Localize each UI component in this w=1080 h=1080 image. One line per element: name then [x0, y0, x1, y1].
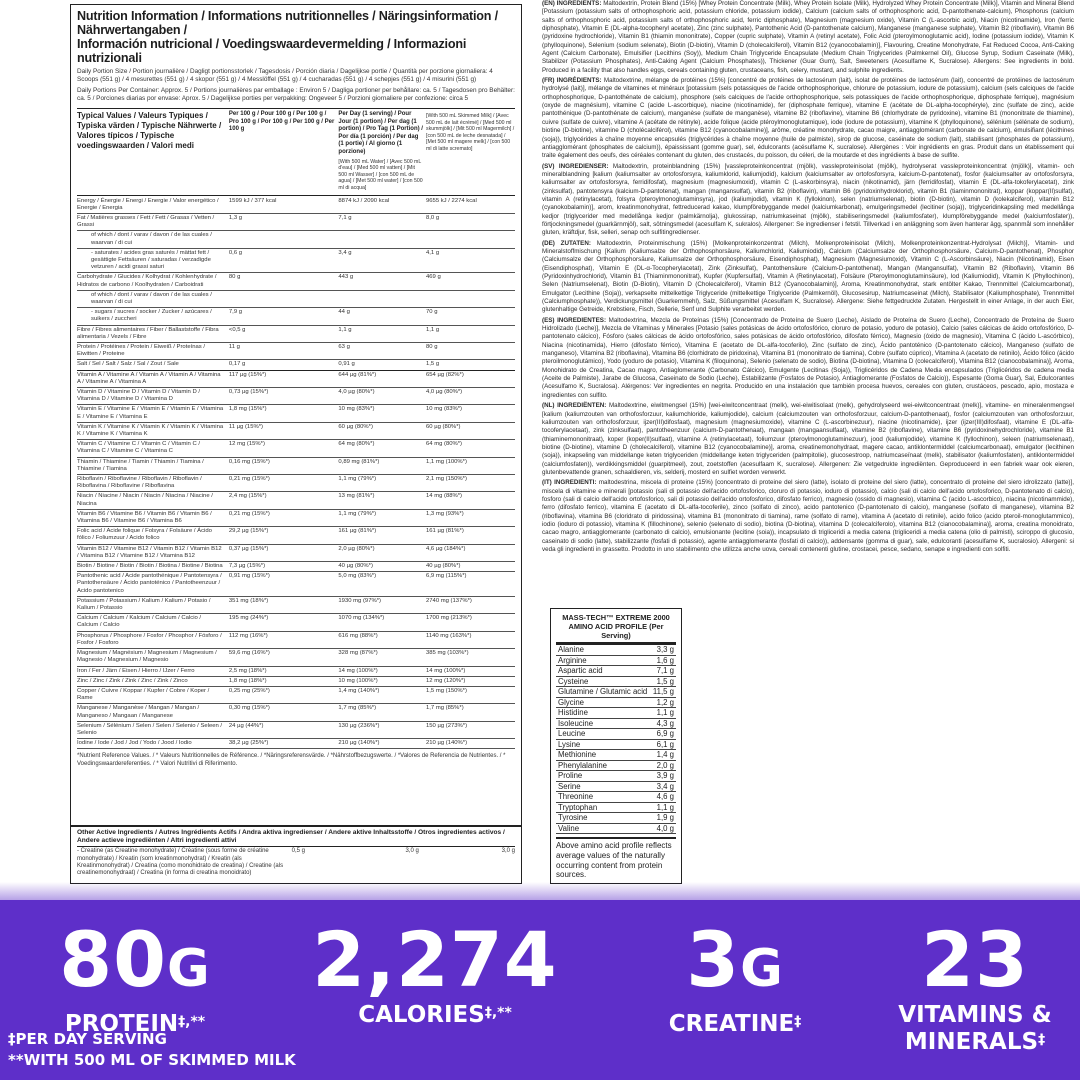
value-with-milk: 8,0 g: [426, 214, 440, 221]
nutrient-label: Magnesium / Magnésium / Magnesium / Magnesium / Magnesio / Magnesium / Magnesio: [77, 650, 217, 664]
value-with-milk: 64 mg (80%*): [426, 441, 463, 448]
value-per-100g: 0,30 mg (15%*): [228, 705, 270, 712]
value-per-100g: 117 µg (15%*): [228, 371, 267, 378]
nutrition-row: [77, 458, 515, 475]
calories-mark: ‡,**: [484, 1005, 512, 1021]
ingredients-language-label: (NL) INGREDIËNTEN:: [542, 402, 607, 410]
value-per-day: 60 µg (80%*): [338, 423, 373, 430]
portions-per-container-text: Daily Portions Per Container: Approx. 5 / Portions journalières par emballage : Environ 5 / Dagliga portioner per behållare: ca. 5 / Tagesdosen pro Behälter: ca. 5 / Porciones diarias por envase: Aprox. 5 / Dagelijkse porties per verpakking: Ongeveer 5 / Porzioni giornaliere per confezione: circa 5: [77, 87, 515, 102]
nutrient-label: Carbohydrate / Glucides / Kolhydrat / Kohlenhydrate / Hidratos de carbono / Koolhydraten / Carboidrati: [77, 274, 217, 288]
nutrition-row: [77, 197, 515, 214]
highlights-banner: [0, 900, 1080, 1080]
ingredients-paragraph: [542, 402, 1074, 477]
amino-value: 1,1 g: [656, 802, 674, 812]
value-per-100g: 195 mg (24%*): [228, 615, 269, 622]
value-per-day: [335, 231, 423, 247]
ingredients-language-label: (EN) INGREDIENTS:: [542, 0, 602, 7]
nutrition-panel: [70, 4, 522, 826]
amino-name: Aspartic acid: [558, 666, 603, 675]
nutrient-label: Selenium / Sélénium / Selen / Selen / Selenio / Seleen / Selenio: [77, 722, 223, 736]
allergen-note: Allergènes : Voir ingrédients en gras. Produit dans un établissement qui traite également des oeufs, des céréales contenant du gluten, des crustacés, du poisson, du céleri, de la moutarde et des ingrédients à base de sulfite.: [542, 143, 1074, 160]
creatine-with-milk: 3,0 g: [501, 848, 515, 855]
nutrition-row: [77, 704, 515, 721]
creatine-stat: [640, 915, 830, 1038]
header-with-milk: [With 500 mL Skimmed Milk] / [Avec 500 mL de lait écrémé] / [Med 500 ml skummjölk] / [Mit 500 ml Magermilch] / [con 500 mL de leche desnatada] / [Met 500 ml magere melk] / [con 500 ml di latte scremato]: [426, 113, 515, 152]
nutrient-label: Thiamin / Thiamine / Tiamin / Thiamin / Tiamina / Thiamine / Tiamina: [77, 458, 204, 472]
nutrition-row: [77, 273, 515, 290]
creatine-mark: ‡: [794, 1014, 802, 1030]
value-with-milk: 1,5 g: [426, 361, 440, 368]
value-with-milk: 60 µg (80%*): [426, 423, 461, 430]
nutrient-label: Biotin / Biotine / Biotin / Biotin / Biotina / Biotine / Biotina: [77, 563, 223, 570]
nutrition-row: [77, 388, 515, 405]
nutrient-label: Fibre / Fibres alimentaires / Fiber / Ballaststoffe / Fibra alimentaria / Vezels / Fibre: [77, 326, 219, 340]
creatine-per-100g: 0,5 g: [291, 848, 305, 855]
amino-value: 1,1 g: [656, 708, 674, 717]
nutrition-row: [77, 597, 515, 614]
value-per-100g: 1599 kJ / 377 kcal: [228, 197, 277, 204]
ingredients-paragraph: [542, 163, 1074, 238]
value-per-100g: [226, 291, 336, 307]
amino-row: [556, 792, 676, 803]
amino-value: 6,1 g: [656, 739, 674, 749]
nutrient-label: Riboflavin / Riboflavine / Riboflavin / Riboflavin / Riboflavina / Riboflavine / Riboflavina: [77, 476, 202, 490]
value-per-100g: 1,3 g: [228, 214, 243, 221]
ingredients-language-label: (DE) ZUTATEN:: [542, 239, 591, 247]
nutrition-row: [77, 214, 515, 231]
nutrition-row: [77, 371, 515, 388]
value-with-milk: 150 µg (273%*): [426, 722, 468, 729]
amino-row: [556, 729, 676, 740]
minerals-label: MINERALS: [904, 1029, 1039, 1055]
ingredients-list: Maltodextrine, eiwitmengsel (15%) [wei-eiwitconcentraat (melk), wei-eiwitisolaat (melk), gehydrolyseerd wei-eiwitconcentraat (melk)], vitamine- en mineralenmengsel [kalium (kaliumzouten van orthofosforzuur, kaliumchloride, kaliumjodide), calcium (calciumzouten van orthofosforzuur, calcium-D-pantothenaat), fosfor (calciumzouten van orthofosforzuur, kaliumzouten van orthofosforzuur, ijzer(III)difosfaat), magnesium (magnesiumoxide), vitamine C (L-ascorbinezuur), niacine (nicotinamide), ijzer (ijzer(III)difosfaat), vitamine E (DL-alfa-tocoferylacetaat), zink (zinksulfaat), pantotheenzuur (calcium-D-pantothenaat), mangaan (mangaansulfaat), vitamine B2 (riboflavine), vitamine B6 (pyridoxinehydrochloride), vitamine B1 (thiaminemononitraat), koper (koper(II)sulfaat), vitamine A (retinylacetaat), foliumzuur (pteroylmonoglutaminezuur), jood (kaliumjodide), vitamine K (fyllochinon), seleen (natriumselenaat), biotine (D-biotine), vitamine D (cholecalciferol), vitamine B12 (cyanocobalamine)], aroma, creatinemonohydraat, magere cacao, antiklontermiddel (calciumcarbonaat), emulgator (lecithinen (soja)), inkapseling van middellange keten triglyceriden (middellange keten triglyceriden (palmpitolie), glucosestroop, natriumcaseïnaat (melk), stabilisator (kaliumfosfaten), antiklontermiddel (calciumfosfaten)), verdikkingsmiddel (guarpitmeel), zout, zoetstoffen (acesulfaam K, sucralose).: [542, 402, 1074, 468]
value-per-day: 1,1 mg (79%*): [338, 510, 377, 517]
nutrition-row: [77, 475, 515, 492]
nutrient-label: Calcium / Calcium / Kalcium / Calcium / Calcio / Calcium / Calcio: [77, 615, 202, 629]
amino-value: 1,4 g: [656, 750, 674, 759]
nutrient-label: - sugars / sucres / socker / Zucker / azúcares / suikers / zuccheri: [91, 309, 212, 323]
value-per-day: 1,4 mg (140%*): [338, 687, 380, 694]
nutrient-label: Fat / Matières grasses / Fett / Fett / Grasas / Vetten / Grassi: [77, 214, 215, 229]
nutrient-label: of which / dont / varav / davon / de las cuales / waarvan / di cui: [91, 291, 212, 305]
vitamins-mark: ‡: [1038, 1032, 1046, 1048]
value-per-day: 64 mg (80%*): [338, 441, 375, 448]
nutrient-label: Zinc / Zinc / Zink / Zink / Zinc / Zink / Zinco: [77, 677, 188, 684]
value-per-day: 10 mg (83%*): [338, 406, 375, 413]
value-with-milk: 1700 mg (213%*): [426, 615, 472, 622]
nutrition-row: [77, 510, 515, 527]
allergen-note: Allergens: See ingredients in bold. Produced in a facility that also handles eggs, cereals containing gluten, crustaceans, fish, celery, mustard, and sulphite ingredients.: [542, 58, 1074, 74]
amino-row: [556, 750, 676, 761]
amino-name: Arginine: [558, 655, 587, 665]
value-per-day: 1070 mg (134%*): [338, 615, 385, 622]
nutrition-row: [77, 231, 515, 248]
nutrient-label: Manganese / Manganèse / Mangan / Mangan / Manganeso / Mangaan / Manganese: [77, 705, 200, 719]
amino-value: 4,0 g: [656, 823, 674, 833]
value-with-milk: [423, 231, 515, 247]
creatine-stat-label: CREATINE: [668, 1011, 795, 1037]
nutrient-label: Energy / Énergie / Energi / Energie / Valor energético / Energie / Energia: [77, 197, 219, 211]
value-per-day: 63 g: [338, 343, 350, 350]
nutrient-label: Vitamin K / Vitamine K / Vitamin K / Vitamin K / Vitamina K / Vitamine K / Vitamina K: [77, 423, 224, 438]
amino-name: Valine: [558, 823, 580, 833]
amino-name: Proline: [558, 771, 583, 780]
amino-value: 3,9 g: [656, 771, 674, 780]
allergen-note: Alérgenos: Ver ingredientes en negrita. Producido en una instalación que también procesa huevos, cereales con gluten, crustáceos, pescado, apio, mostaza e ingredientes con sulfito.: [542, 383, 1074, 399]
nutrient-label: - saturates / acides gras saturés / mättat fett / gesättigte Fettsäuren / saturadas / verzadigde vetzuren / acidi grassi saturi: [91, 249, 211, 271]
other-ingredients-panel: [70, 826, 522, 884]
value-per-100g: 0,21 mg (15%*): [228, 510, 270, 517]
value-per-day: 2,0 µg (80%*): [338, 545, 375, 552]
amino-row: [556, 824, 676, 835]
nutrition-row: [77, 667, 515, 677]
value-with-milk: 1,3 mg (93%*): [426, 510, 464, 517]
nutrient-label: Copper / Cuivre / Koppar / Kupfer / Cobre / Koper / Rame: [77, 687, 210, 702]
ingredients-language-label: (ES) INGREDIENTES:: [542, 316, 607, 324]
per-day-note: ‡PER DAY SERVING: [8, 1030, 167, 1048]
creatine-per-day: 3,0 g: [405, 848, 419, 855]
value-with-milk: 6,9 mg (115%*): [426, 573, 467, 580]
nutrient-label: Pantothenic acid / Acide pantothénique / Pantotensyra / Pantothensäure / Ácido pantoténico / Pantotheenzuur / Acido pantotenico: [77, 573, 222, 594]
value-per-100g: 11 µg (15%*): [228, 423, 263, 430]
value-with-milk: 70 g: [426, 309, 438, 316]
value-per-day: 1930 mg (97%*): [338, 597, 381, 604]
amino-name: Glycine: [558, 697, 584, 707]
value-with-milk: 654 µg (82%*): [426, 371, 464, 378]
value-per-day: 616 mg (88%*): [338, 632, 378, 639]
amino-name: Cysteine: [558, 676, 589, 686]
value-per-day: 328 mg (87%*): [338, 650, 378, 657]
ingredients-language-label: (FR) INGRÉDIENTS:: [542, 77, 602, 85]
allergen-note: Allergeni: si veda gli ingredienti in grassetto. Prodotto in uno stabilimento che utilizza anche uova, cereali contenenti glutine, crostacei, pesce, sedano, senape e ingredienti con solfiti.: [542, 537, 1074, 553]
ingredients-list: Maltodextrina, Mezcla de Proteínas (15%) [Concentrado de Proteína de Suero (Leche), Aislado de Proteína de Suero (Leche), Concentrado de Proteína de Suero Hidrolizado (Leche)], Mezcla de Vitaminas y Minerales [Potasio (sales potásicas de ácido ortofosfórico, cloruro de potasio, yoduro de potasio), Calcio (sales cálcicas de ácido ortofosfórico, D-pantotenato cálcico), Fósforo (sales cálcicas de ácido ortofosfórico, sales potásicas de ácido ortofosfórico, difosfato férrico), Magnesio (óxido de magnesio), Vitamina C (ácido L-ascórbico), Niacina (nicotinamida), Hierro (difosfato férrico), Vitamina E (acetato de DL-alfa-tocoferilo), Zinc (sulfato de zinc), Ácido pantoténico (D-pantotenato cálcico), Manganeso (sulfato de manganeso), Vitamina B2 (riboflavina), Vitamina B6 (clorhidrato de piridoxina), Vitamina B1 (mononitrato de tiamina), Cobre (sulfato cúprico), Vitamina A (acetato de retinilo), Ácido fólico (ácido pteroilmonoglutámico), Yodo (yoduro de potasio), Vitamina K (filoquinona), Selenio (selenato de sodio), Biotina (D-biotina), Vitamina D (colecalciferol), Vitamina B12 (cianocobalamina)], Aroma, Monohidrato de Creatina, Cacao magro, Antiaglomerante (Carbonato Cálcico), Emulgente (Lecitinas (Soja)), Triglicéridos de Cadena Media encapsulados (Triglicéridos de cadena media (Aceite de Palmiste), Jarabe de Glucosa, Caseinato de Sodio (Leche), Estabilizante (Fosfatos de Potasio), Antiaglomerante (Fosfatos de Calcio)), Espesante (Goma Guar), Sal, Edulcorantes (Acesulfamo K, Sucralosa).: [542, 316, 1074, 391]
amino-row: [556, 782, 676, 793]
nutrition-title-line2: Información nutricional / Voedingswaardevermelding / Informazioni nutrizionali: [77, 37, 467, 65]
nutrient-label: Protein / Protéines / Protein / Eiweiß / Proteínas / Eiwitten / Proteine: [77, 343, 206, 358]
amino-value: 3,3 g: [656, 645, 674, 654]
amino-name: Threonine: [558, 792, 594, 801]
vitamins-value: 23: [921, 915, 1029, 1004]
value-with-milk: 10 mg (83%*): [426, 406, 463, 413]
value-with-milk: 1,5 mg (150%*): [426, 687, 467, 694]
nutrition-row: [77, 739, 515, 749]
amino-name: Isoleucine: [558, 718, 594, 728]
value-per-day: [335, 291, 423, 307]
amino-value: 1,2 g: [656, 697, 674, 707]
nutrient-label: Vitamin B6 / Vitamine B6 / Vitamin B6 / Vitamin B6 / Vitamina B6 / Vitamine B6 / Vitamina B6: [77, 510, 212, 525]
vitamins-label: VITAMINS &: [898, 1002, 1052, 1028]
value-per-100g: 38,2 µg (25%*): [228, 740, 269, 747]
protein-label: PROTEIN: [64, 1011, 179, 1037]
header-per-day: Per Day (1 serving) / Pour Jour (1 portion) / Per dag (1 portion) / Pro Tag (1 Portion) / Por día (1 porción) / Per dag (1 portie) / Al giorno (1 porzione) [With 500 mL Water] / [Avec 500 mL d'eau] / [Med 500 ml vatten] / [Mit 500 ml Wasser] / [con 500 mL de agua] / [Met 500 ml water] / [con 500 ml di acqua]: [338, 111, 423, 191]
value-per-day: 7,1 g: [338, 214, 352, 221]
value-per-100g: 59,6 mg (16%*): [228, 650, 270, 657]
value-with-milk: 210 µg (140%*): [426, 740, 468, 747]
amino-row: [556, 740, 676, 751]
protein-mark: ‡,**: [178, 1014, 206, 1030]
nutrition-row: [77, 326, 515, 343]
amino-value: 1,9 g: [656, 813, 674, 822]
value-per-100g: 29,2 µg (15%*): [228, 528, 269, 535]
ingredients-paragraph: [542, 0, 1074, 75]
value-per-day: 210 µg (140%*): [338, 740, 380, 747]
value-per-100g: 1,8 mg (15%*): [228, 406, 267, 413]
creatine-row: [77, 846, 515, 878]
value-per-day: 13 mg (81%*): [338, 493, 375, 500]
protein-stat: [20, 915, 250, 1038]
value-with-milk: 9655 kJ / 2274 kcal: [426, 197, 477, 204]
calories-label: CALORIES: [358, 1002, 485, 1028]
value-per-100g: 12 mg (15%*): [228, 441, 265, 448]
nutrient-label: Phosphorus / Phosphore / Fosfor / Phosphor / Fósforo / Fosfor / Fosforo: [77, 632, 222, 646]
value-with-milk: 469 g: [426, 274, 441, 281]
creatine-value: 3: [686, 915, 741, 1004]
value-per-100g: 7,3 µg (15%*): [228, 563, 266, 570]
value-with-milk: 1140 mg (163%*): [426, 632, 472, 639]
nutrient-label: Iodine / Iode / Jod / Jod / Yodo / Jood / Iodio: [77, 740, 192, 747]
ingredients-text: [542, 0, 1074, 602]
ingredients-list: maltodestrina, miscela di proteine (15%) [concentrato di proteine del siero (latte), isolato di proteine del siero (latte), concentrato di proteine del siero idrolizzato (latte)], miscela di vitamine e minerali [potassio (sali di potassio dell'acido ortofosforico, cloruro di potassio, ioduro di potassio), calcio (sali di calcio dell'acido ortofosforico, D-pantotenato di calcio), fosforo (sali di calcio dell'acido ortofosforico, sali di potassio dell'acido ortofosforico, difosfato ferrico), magnesio (ossido di magnesio), vitamina C (acido L-ascorbico), niacina (nicotinammide), ferro (difosfato ferrico), vitamina E (acetato di DL-alfa-tocoferile), zinco (solfato di zinco), acido pantotenico (D-pantotenato di calcio), manganese (solfato di manganese), vitamina B2 (riboflavina), vitamina B6 (cloridrato di piridossina), vitamina B1 (mononitrato di tiamina), rame (solfato di rame), vitamina A (acetato di retinile), acido folico (acido pteroil-monoglutammico), iodio (ioduro di potassio), vitamina K (fillochinone), selenio (selenato di sodio), biotina (D-biotina), vitamina D (colecalciferolo), vitamina B12 (cianocobalamina)], aroma, creatina monoidrato, cacao magro, antiagglomerante (carbonato di calcio), emulsionante (lecitine (soia)), incapsulato di trigliceridi a media catena (trigliceridi a media catena (olio di palmisti), sciroppo di glucosio, caseinato di sodio (latte), stabilizzante (fosfati di potassio), agente antiagglomerante (fosfati di calcio)), addensante (gomma di guar), sale, edulcoranti (acesulfame K, sucralosio).: [542, 479, 1074, 545]
amino-value: 11,5 g: [652, 687, 674, 696]
nutrient-label: Iron / Fer / Järn / Eisen / Hierro / IJzer / Ferro: [77, 667, 195, 674]
amino-value: 4,6 g: [656, 792, 674, 801]
nutrition-title: Nutrition Information / Informations nutritionnelles / Näringsinformation / Nährwertangaben /: [77, 9, 498, 37]
value-per-100g: 7,9 g: [228, 309, 243, 316]
nutrient-label: Vitamin E / Vitamine E / Vitamin E / Vitamin E / Vitamina E / Vitamine E / Vitamina E: [77, 406, 224, 420]
value-per-day: 1,7 mg (85%*): [338, 705, 377, 712]
protein-unit: G: [167, 939, 211, 999]
value-per-100g: 0,17 g: [228, 361, 246, 368]
nutrition-row: [77, 249, 515, 274]
value-with-milk: [423, 291, 515, 307]
amino-table: [556, 645, 676, 834]
value-with-milk: 2,1 mg (150%*): [426, 476, 467, 483]
ingredients-list: Maltodextrin, Protein Blend (15%) [Whey Protein Concentrate (Milk), Whey Protein Isolate (Milk), Hydrolyzed Whey Protein Concentrate (Milk)], Vitamin and Mineral Blend [Potassium (potassium salts of orthophosphoric acid, potassium chloride, potassium iodide), Calcium (calcium salts of orthophosphoric acid, D-pantothenate-calcium), Phosphorus (calcium salts of orthophosphoric acid, potassium salts of orthophosphoric acid, ferric diphosphate), Magnesium (magnesium oxide), Vitamin C (L-ascorbic acid), Niacin (nicotinamide), Iron (ferric diphosphate), Vitamin E (DL-alpha-tocopheryl acetate), Zinc (zinc sulphate), Pantothenic Acid (D-pantothenate calcium), Manganese (manganese sulphate), Vitamin B2 (riboflavin), Vitamin B6 (pyridoxine hydrochloride), Vitamin B1 (thiamin mononitrate), Copper (cupric sulphate), Vitamin A (retinyl acetate), Folic Acid (pteroylmonoglutamic acid), Iodine (potassium iodide), Vitamin K (phylloquinone), Selenium (sodium selenate), Biotin (D-biotin), Vitamin D (cholecalciferol), Vitamin B12 (cyanocobalamin)], Flavouring, Creatine Monohydrate, Fat Reduced Cocoa, Anti-Caking Agent (Calcium Carbonate), Emulsifier (Lecithins (Soy)), Medium Chain Triglyceride Encapsulate (Medium Chain Triglycerides (Palmkernel Oil), Glucose Syrup, Sodium Caseinate (Milk), Stabilizer (Potassium Phosphates), Anti-Caking Agent (Calcium Phosphates)), Thickener (Guar Gum), Salt, Sweeteners (Acesulfame K, Sucralose).: [542, 0, 1074, 66]
nutrition-row: [77, 677, 515, 687]
creatine-unit: G: [740, 939, 784, 999]
other-ingredients-title: Other Active Ingredients / Autres Ingrédients Actifs / Andra aktiva ingredienser / Andere aktive Inhaltsstoffe / Otros ingredientes activos / Andere actieve ingrediënten / Altri ingredienti attivi: [77, 829, 505, 844]
amino-row: [556, 803, 676, 814]
value-per-100g: 11 g: [228, 343, 240, 350]
amino-row: [556, 719, 676, 730]
value-per-day: 1,1 g: [338, 326, 352, 333]
ingredients-list: Maltodextrin, Proteinmischung (15%) [Molkenproteinkonzentrat (Milch), Molkenproteinisolat (Milch), Molkenproteinkonzentrat-Hydrolysat (Milch)], Vitamin- und Mineralstoffmischung [Kalium (Kaliumsalze der Orthophosphorsäure, Kaliumchlorid, Kaliumiodid), Calcium (Calciumsalze der Orthophosphorsäure, Calcium-D-pantothenat), Phosphor (Calciumsalze der Orthophosphorsäure, Kaliumsalze der Orthophosphorsäure, Eisendiphosphat), Magnesium (Magnesiumoxid), Vitamin C (L-Ascorbinsäure), Niacin (Nicotinamid), Eisen (Eisendiphosphat), Vitamin E (DL-α-Tocopherylacetat), Zink (Zinksulfat), Pantothensäure (Calcium-D-pantothenat), Mangan (Mangansulfat), Vitamin B2 (Riboflavin), Vitamin B6 (Pyridoxinhydrochlorid), Vitamin B1 (Thiaminmononitrat), Kupfer (Kupfersulfat), Vitamin A (Retinylacetat), Folsäure (Pteroylmonoglutaminsäure), Iod (Kaliumiodid), Vitamin K (Phyllochinon), Selen (Natriumselenat), Biotin (D-Biotin), Vitamin D (Cholecalciferol), Vitamin B12 (Cyanocobalamin)], Aroma, Kreatinmonohydrat, stark entölter Kakao, Trennmittel (Calciumcarbonat), Emulgator (Lecithine (Soja)), verkapselte mittelkettige Triglyceride (mittelkettige Triglyceride (Palmkernöl), Glucosesirup, Natriumcaseinat (Milch), Stabilisator (Kaliumphosphate), Trennmittel (Calciumphosphate)), Verdickungsmittel (Guarkernmehl), Salz, Süßungsmittel (Acesulfam K, Sucralose).: [542, 239, 1074, 306]
value-per-day: 1,1 mg (79%*): [338, 476, 377, 483]
allergen-note: Allergener: Se ingredienser i fetstil. Tillverkad i en anläggning som även hanterar ägg, spannmål som innehåller gluten, kräftdjur, fisk, selleri, senap och sulfitingredienser.: [542, 220, 1074, 237]
ingredients-paragraph: [542, 479, 1074, 554]
value-per-day: 443 g: [338, 274, 354, 281]
value-with-milk: 1,1 mg (100%*): [426, 458, 467, 465]
amino-row: [556, 687, 676, 698]
value-per-100g: 0,73 µg (15%*): [228, 389, 269, 395]
amino-value: 1,5 g: [656, 676, 674, 686]
nutrition-row: [77, 687, 515, 704]
value-per-100g: 112 mg (16%*): [228, 632, 268, 639]
value-per-day: 5,0 mg (83%*): [338, 573, 377, 580]
nutrition-row: [77, 545, 515, 562]
calories-stat: [285, 915, 585, 1029]
amino-name: Phenylalanine: [558, 760, 607, 770]
value-per-100g: 80 g: [228, 274, 241, 281]
nutrition-row: [77, 562, 515, 572]
value-with-milk: 4,0 µg (80%*): [426, 389, 463, 395]
value-per-100g: 0,91 mg (15%*): [228, 573, 270, 580]
value-per-day: 4,0 µg (80%*): [338, 389, 375, 395]
value-per-100g: 0,37 µg (15%*): [228, 545, 269, 552]
amino-value: 1,6 g: [656, 655, 674, 665]
ingredients-list: Maltodextrine, mélange de protéines (15%) [concentré de protéines de lactosérum (lait), isolat de protéines de lactosérum (lait), concentré de protéines de lactosérum hydrolysé (lait)], mélange de vitamines et minéraux [potassium (sels potassiques de l'acide orthophosphorique, chlorure de potassium, iodure de potassium), calcium (sels calciques de l'acide orthophosphorique, D-pantothénate de calcium), phosphore (sels calciques de l'acide orthophosphorique, sels potassiques de l'acide orthophosphorique, diphosphate ferrique), magnésium (oxyde de magnésium), vitamine C (acide L-ascorbique), niacine (nicotinamide), fer (diphosphate ferrique), vitamine E (acétate de DL-alpha-tocophéryle), zinc (sulfate de zinc), acide pantothénique (D-pantothénate de calcium), manganèse (sulfate de manganèse), vitamine B2 (riboflavine), vitamine B6 (chlorhydrate de pyridoxine), vitamine B1 (mononitrate de thiamine), cuivre (sulfate de cuivre), vitamine A (acétate de rétinyle), acide folique (acide ptéroylmonoglutamique), iode (iodure de potassium), vitamine K (phylloquinone), sélénium (sélénate de sodium), biotine (D-biotine), vitamine D (cholécalciférol), vitamine B12 (cyanocobalamine)], arôme, créatine monohydrate, cacao maigre, antiagglomérant (carbonate de calcium), émulsifiant (lécithines (soja)), triglycérides à chaîne moyenne encapsulés (triglycérides à chaîne moyenne (huile de palmiste), sirop de glucose, caséinate de sodium (lait), stabilisant (phosphates de potassium), antiagglomérant (phosphates de calcium)), épaississant (gomme guar), sel, édulcorants (acésulfame K, sucralose).: [542, 77, 1074, 151]
header-per-100g: Per 100 g / Pour 100 g / Per 100 g / Pro 100 g / Por 100 g / Per 100 g / Per 100 g: [228, 111, 335, 133]
value-per-100g: 0,6 g: [228, 249, 243, 256]
value-per-100g: 1,8 mg (18%*): [228, 677, 267, 684]
value-per-day: 161 µg (81%*): [338, 528, 377, 535]
vitamins-stat: [880, 915, 1070, 1056]
value-with-milk: 14 mg (100%*): [426, 667, 466, 674]
amino-row: [556, 761, 676, 772]
amino-acid-profile: [550, 608, 682, 884]
nutrition-row: [77, 423, 515, 440]
amino-value: 3,4 g: [656, 781, 674, 791]
amino-row: [556, 698, 676, 709]
nutrition-row: [77, 405, 515, 422]
value-per-day: 0,89 mg (81%*): [338, 458, 380, 465]
value-with-milk: 14 mg (88%*): [426, 493, 463, 500]
value-per-day: 14 mg (100%*): [338, 667, 378, 674]
value-with-milk: 40 µg (80%*): [426, 563, 461, 570]
nutrient-label: Salt / Sel / Salt / Salz / Sal / Zout / Sale: [77, 361, 179, 368]
value-with-milk: 1,1 g: [426, 326, 440, 333]
portion-size-text: Daily Portion Size / Portion journalière / Dagligt portionsstorlek / Tagesdosis / Porción diaria / Dagelijkse portie / Quantità per porzione giornaliera: 4 Scoops (551 g) / 4 mesurettes (551 g) / 4 skopor (551 g) / 4 Messlöffel (551 g) / 4 cucharadas (551 g) / 4 schepjes (551 g) / 4 misurini (551 g): [77, 68, 493, 83]
amino-value: 6,9 g: [656, 729, 674, 738]
amino-row: [556, 708, 676, 719]
skimmed-milk-note: **WITH 500 ML OF SKIMMED MILK: [8, 1051, 296, 1069]
creatine-label: - Creatine (as Creatine monohydrate) / Créatine (sous forme de créatine monohydrate) / Kreatin (som kreatinmonohydrat) / Kreatin (als Kreatinmonohydrat) / Creatina (como monohidrato de creatina) / Creatine (als creatinemonohydraat) / Creatina (in forma di creatina monoidrato): [77, 848, 284, 877]
amino-name: Lysine: [558, 739, 581, 749]
nutrition-row: [77, 360, 515, 370]
value-per-day: 644 µg (81%*): [338, 371, 377, 378]
value-with-milk: 2740 mg (137%*): [426, 597, 472, 604]
nutrition-row: [77, 343, 515, 360]
amino-row: [556, 771, 676, 782]
ingredients-paragraph: [542, 317, 1074, 400]
value-with-milk: 4,1 g: [426, 249, 440, 256]
value-per-100g: 24 µg (44%*): [228, 722, 264, 729]
nutrition-table-body: [77, 197, 515, 750]
value-per-100g: 351 mg (18%*): [228, 597, 269, 604]
value-per-100g: <0,5 g: [228, 326, 246, 333]
nutrition-row: [77, 722, 515, 739]
ingredients-language-label: (SV) INGREDIENSER:: [542, 162, 609, 170]
nutrient-label: Folic acid / Acide folique / Folsyra / Folsäure / Ácido fólico / Foliumzuur / Acido folico: [77, 528, 212, 542]
amino-name: Histidine: [558, 708, 588, 717]
nutrition-row: [77, 649, 515, 666]
nutrition-row: [77, 572, 515, 597]
value-per-100g: 0,21 mg (15%*): [228, 476, 270, 483]
nutrient-label: Potassium / Potassium / Kalium / Kalium / Potasio / Kalium / Potassio: [77, 597, 211, 612]
amino-row: [556, 656, 676, 667]
amino-row: [556, 677, 676, 688]
amino-value: 7,1 g: [656, 666, 674, 675]
value-per-100g: [226, 231, 336, 247]
nutrient-reference-footnote: *Nutrient Reference Values. / * Valeurs Nutritionnelles de Référence. / *Näringsreferensvärde. / *Nährstoffbezugswerte. / *Valores de Referencia de Nutrientes. / * Voedingswaardereferenties. / * Valori Nutritivi di Riferimento.: [77, 753, 506, 767]
value-with-milk: 12 mg (120%*): [426, 677, 466, 684]
header-with-water: [With 500 mL Water] / [Avec 500 mL d'eau] / [Med 500 ml vatten] / [Mit 500 ml Wasser] / [con 500 mL de agua] / [Met 500 ml water] / [con 500 ml di acqua]: [338, 158, 423, 191]
amino-name: Methionine: [558, 750, 597, 759]
ingredients-paragraph: [542, 77, 1074, 160]
protein-value: 80: [59, 915, 168, 1004]
value-per-day: 44 g: [338, 309, 350, 316]
amino-note: Above amino acid profile reflects average values of the naturally occurring content from protein sources.: [556, 837, 676, 880]
amino-row: [556, 666, 676, 677]
value-per-day: 8874 kJ / 2090 kcal: [338, 197, 390, 204]
value-per-100g: 2,4 mg (15%*): [228, 493, 267, 500]
calories-value: 2,274: [312, 915, 558, 1004]
amino-row: [556, 645, 676, 656]
value-per-100g: 0,25 mg (25%*): [228, 687, 270, 694]
value-per-100g: 2,5 mg (18%*): [228, 667, 267, 674]
value-with-milk: 80 g: [426, 343, 438, 350]
nutrition-row: [77, 632, 515, 649]
amino-value: 2,0 g: [656, 760, 674, 770]
value-per-day: 0,91 g: [338, 361, 355, 368]
ingredients-paragraph: [542, 240, 1074, 315]
nutrition-row: [77, 614, 515, 631]
amino-name: Glutamine / Glutamic acid: [558, 687, 648, 696]
value-per-day: 40 µg (80%*): [338, 563, 373, 570]
allergen-note: Allergenen: Zie vetgedrukte ingrediënten. Geproduceerd in een fabriek waar ook eieren, glutenbevattende granen, schaaldieren, vis, selderij, mosterd en sulfiet worden verwerkt.: [542, 460, 1074, 476]
amino-name: Leucine: [558, 729, 586, 738]
value-with-milk: 4,6 µg (184%*): [426, 545, 466, 552]
value-with-milk: 1,7 mg (85%*): [426, 705, 464, 712]
nutrient-label: Vitamin D / Vitamine D / Vitamin D / Vitamin D / Vitamina D / Vitamine D / Vitamina D: [77, 389, 200, 403]
nutrition-row: [77, 308, 515, 325]
amino-name: Serine: [558, 781, 581, 791]
value-with-milk: 385 mg (103%*): [426, 650, 469, 657]
value-per-day: 3,4 g: [338, 249, 352, 256]
nutrition-row: [77, 492, 515, 509]
nutrient-label: Vitamin A / Vitamine A / Vitamin A / Vitamin A / Vitamina A / Vitamine A / Vitamina A: [77, 371, 221, 385]
nutrition-row: [77, 527, 515, 544]
ingredients-list: Maltodextrin, proteinblandning (15%) [vassleproteinkoncentrat (mjölk), vassleproteinisolat (mjölk), hydrolyserat vassleproteinkoncentrat (mjölk)], vitamin- och mineralblandning [kalium (kaliumsalter av ortofosforsyra, kaliumklorid, kaliumjodid), kalcium (kalciumsalter av ortofosforsyra, kalcium-D-pantotenat), fosfor (kalciumsalter av ortofosforsyra, kaliumsalter av ortofosforsyra, ferridifosfat), magnesium (magnesiumoxid), vitamin C (L-askorbinsyra), niacin (nikotinamid), järn (ferridifosfat), vitamin E (DL-alfa-tokoferylacetat), zink (zinksulfat), pantotensyra (kalcium-D-pantotenat), mangan (mangansulfat), vitamin B2 (riboflavin), vitamin B6 (pyridoxinhydroklorid), vitamin B1 (tiaminmononitrat), koppar (koppar(II)sulfat), vitamin A (retinylacetat), folsyra (pteroylmonoglutaminsyra), jod (kaliumjodid), vitamin K (fyllokinon), selen (natriumselenat), biotin (D-biotin), vitamin D (kolekalciferol), vitamin B12 (cyanokobalamin)], arom, kreatinmonohydrat, fettreducerad kakao, klumpförebyggande medel (kalciumkarbonat), emulgeringsmedel (lecitiner (soja)), triglyceridinkapsling med medellånga kedjor (triglycerider med medellånga kedjor (palmkärnolja), glukossirap, natriumkaseinat (mjölk), stabiliseringsmedel (kaliumfosfater), klumpförebyggande medel (kalciumfosfater)), förtjockningsmedel (guarkärnmjöl), salt, sötningsmedel (acesulfam K, sukralos).: [542, 162, 1074, 228]
amino-title: MASS-TECH™ EXTREME 2000 AMINO ACID PROFILE (Per Serving): [556, 613, 676, 645]
value-per-day: 10 mg (100%*): [338, 677, 378, 684]
nutrition-table-header: [77, 108, 515, 196]
value-with-milk: 161 µg (81%*): [426, 528, 464, 535]
nutrient-label: Niacin / Niacine / Niacin / Niacin / Niacina / Niacine / Niacina: [77, 493, 213, 507]
ingredients-language-label: (IT) INGREDIENTI:: [542, 479, 597, 487]
header-typical-values: Typical Values / Valeurs Typiques / Typiska värden / Typische Nährwerte / Valores típicos / Typische voedingswaarden / Valori medi: [77, 111, 222, 150]
nutrient-label: Vitamin B12 / Vitamine B12 / Vitamin B12 / Vitamin B12 / Vitamina B12 / Vitamine B12 / Vitamina B12: [77, 545, 222, 559]
amino-name: Tyrosine: [558, 813, 588, 822]
nutrition-row: [77, 291, 515, 308]
amino-value: 4,3 g: [656, 718, 674, 728]
value-per-day: 130 µg (236%*): [338, 722, 380, 729]
amino-row: [556, 813, 676, 824]
amino-name: Alanine: [558, 645, 585, 654]
nutrition-row: [77, 440, 515, 457]
nutrient-label: of which / dont / varav / davon / de las cuales / waarvan / di cui: [91, 232, 212, 246]
amino-name: Tryptophan: [558, 802, 598, 812]
nutrient-label: Vitamin C / Vitamine C / Vitamin C / Vitamin C / Vitamina C / Vitamine C / Vitamina C: [77, 441, 200, 455]
allergen-note: Allergene: Siehe fettgedruckte Zutaten. Hergestellt in einer Anlage, in der auch Eier, glutenhaltige Getreide, Krebstiere, Fisch, Sellerie, Senf und Sulphite verarbeitet werden.: [542, 298, 1074, 314]
value-per-100g: 0,16 mg (15%*): [228, 458, 270, 465]
